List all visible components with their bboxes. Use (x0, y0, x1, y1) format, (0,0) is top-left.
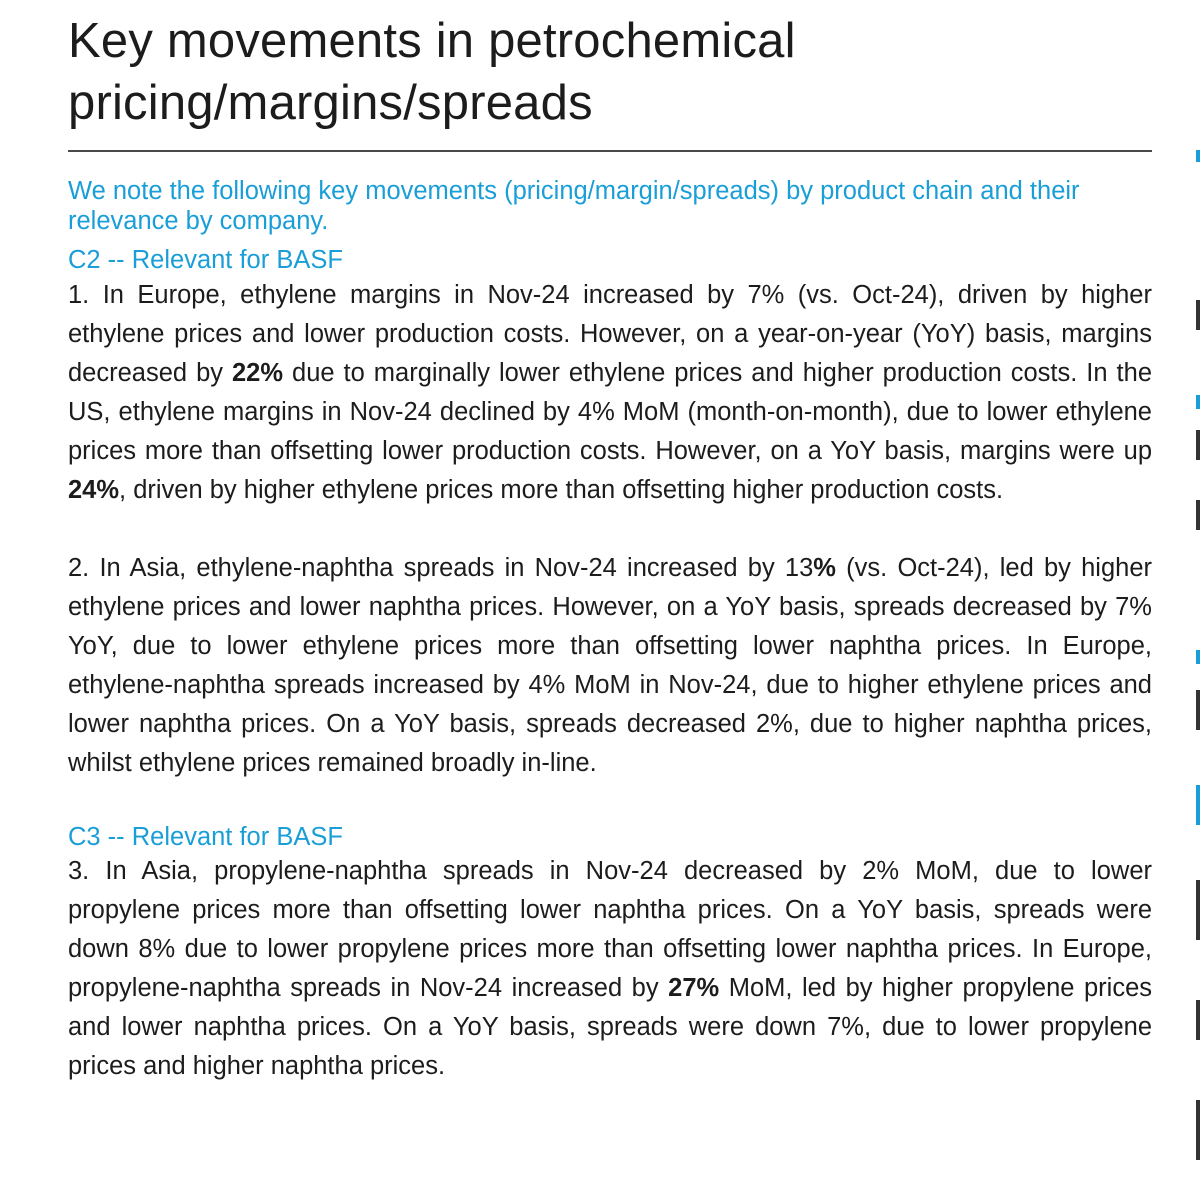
paragraph-3-bold-27: 27% (668, 974, 720, 1002)
edge-mark (1196, 500, 1200, 530)
paragraph-2-text: 2. In Asia, ethylene-naphtha spreads in Nov-24 increased by 13 (68, 554, 814, 582)
paragraph-2 (68, 549, 1152, 783)
intro-text: We note the following key movements (pricing/margin/spreads) by product chain and their relevance by company. (68, 177, 1080, 235)
edge-mark (1196, 150, 1200, 162)
paragraph-1-text: due to marginally lower ethylene prices and higher production costs. In the US, ethylene margins in Nov-24 declined by 4% MoM (month-on-month), due to lower ethylene prices more than offsetting lower production costs. However, on a YoY basis, margins were up (68, 359, 1153, 465)
edge-mark (1196, 1100, 1200, 1160)
paragraph-3-text: MoM, led by higher propylene prices and lower naphtha prices. On a YoY basis, spreads were down 7%, due to lower propylene prices and higher naphtha prices. (68, 974, 1152, 1080)
edge-mark (1196, 1000, 1200, 1040)
paragraph-1-bold-24: 24% (68, 476, 120, 504)
edge-mark (1196, 880, 1200, 940)
edge-mark (1196, 395, 1200, 409)
paragraph-1-bold-22: 22% (231, 359, 284, 387)
paragraph-1-text: , driven by higher ethylene prices more than offsetting higher production costs. (119, 476, 1004, 504)
edge-mark (1196, 430, 1200, 460)
edge-mark (1196, 300, 1200, 330)
edge-mark (1196, 690, 1200, 730)
paragraph-1-text: 1. In Europe, ethylene margins in Nov-24 increased by 7% (vs. Oct-24), driven by higher ethylene prices and lower production costs. However, on a year-on-year (YoY) basis, margins decreased by (68, 281, 1152, 387)
paragraph-3-text: 3. In Asia, propylene-naphtha spreads in Nov-24 decreased by 2% MoM, due to lower propylene prices more than offsetting lower naphtha prices. On a YoY basis, spreads were down 8% due to lower propylene prices more than offsetting lower naphtha prices. In Europe, propylene-naphtha spreads in Nov-24 increased by (68, 857, 1152, 1002)
edge-mark (1196, 785, 1200, 825)
paragraph-3 (68, 852, 1152, 1086)
section-heading-c2: C2 -- Relevant for BASF (68, 246, 343, 274)
paragraph-1 (68, 276, 1152, 510)
edge-mark (1196, 650, 1200, 664)
page-title: Key movements in petrochemical pricing/margins/spreads (68, 14, 796, 130)
document-page (68, 0, 1152, 1086)
paragraph-2-text: (vs. Oct-24), led by higher ethylene prices and lower naphtha prices. However, on a YoY basis, spreads decreased by 7% YoY, due to lower ethylene prices more than offsetting lower naphtha prices. In Europe, ethylene-naphtha spreads increased by 4% MoM in Nov-24, due to higher ethylene prices and lower naphtha prices. On a YoY basis, spreads decreased 2%, due to higher naphtha prices, whilst ethylene prices remained broadly in-line. (68, 554, 1152, 777)
section-heading-c3: C3 -- Relevant for BASF (68, 823, 343, 851)
title-divider (68, 150, 1152, 152)
paragraph-2-bold-percent: % (813, 554, 836, 582)
